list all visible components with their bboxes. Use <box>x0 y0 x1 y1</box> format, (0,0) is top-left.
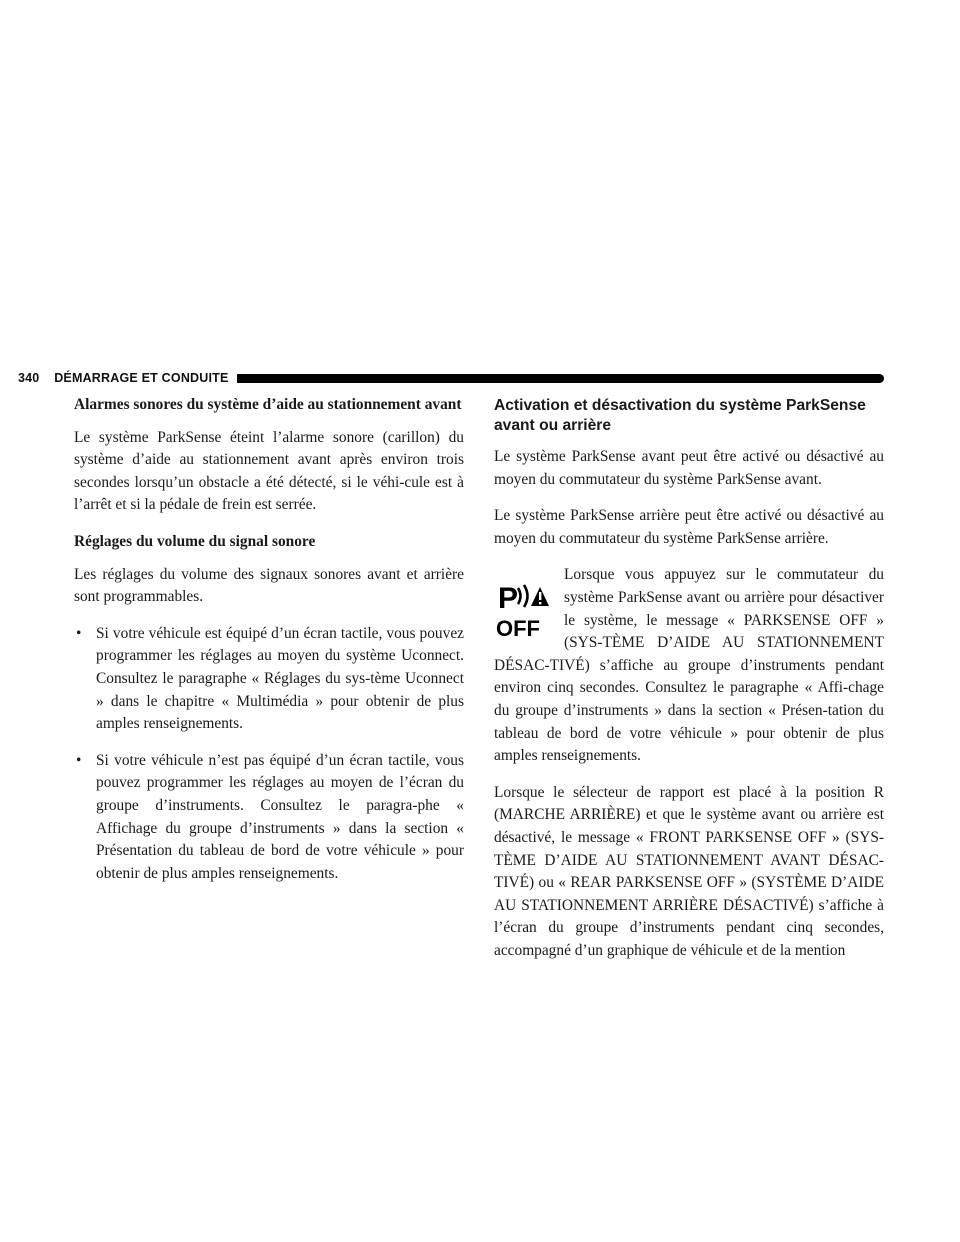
paragraph-switch-block <box>494 564 884 767</box>
heading-volume: Réglages du volume du signal sonore <box>74 532 316 550</box>
section-title: DÉMARRAGE ET CONDUITE <box>54 371 229 385</box>
list-item-text: Si votre véhicule n’est pas équipé d’un écran tactile, vous pouvez programmer les réglages au moyen de l’écran du groupe d’instruments. Consultez le paragra-phe « Affichage du groupe d’instruments » dans la section « Présentation du tableau de bord de votre véhicule » pour obtenir de plus amples renseignements. <box>96 751 464 882</box>
page-number: 340 <box>18 371 40 385</box>
parksense-off-icon-graphic <box>494 578 552 640</box>
heading-activation: Activation et désactivation du système ParkSense avant ou arrière <box>494 397 866 434</box>
header-rule <box>237 374 884 383</box>
paragraph-reverse: Lorsque le sélecteur de rapport est placé à la position R (MARCHE ARRIÈRE) et que le système avant ou arrière est désactivé, le message « FRONT PARKSENSE OFF » (SYS-TÈME D’AIDE AU STATIONNEMENT AVANT DÉSAC-TIVÉ) ou « REAR PARKSENSE OFF » (SYSTÈME D’AIDE AU STATIONNEMENT ARRIÈRE DÉSACTIVÉ) s’affiche à l’écran du groupe d’instruments pendant cinq secondes, accompagné d’un graphique de véhicule et de la mention <box>494 783 884 959</box>
paragraph-front: Le système ParkSense avant peut être activé ou désactivé au moyen du commutateur du système ParkSense avant. <box>494 448 884 488</box>
page-header <box>0 368 884 388</box>
list-item <box>74 623 464 736</box>
list-item <box>74 750 464 886</box>
parksense-off-icon <box>494 578 552 648</box>
list-item-text: Si votre véhicule est équipé d’un écran tactile, vous pouvez programmer les réglages au moyen du système Uconnect. Consultez le paragraphe « Réglages du sys-tème Uconnect » dans le chapitre « Multimédia » pour obtenir de plus amples renseignements. <box>96 624 464 733</box>
icon-off-label: OFF <box>496 616 540 641</box>
bullet-glyph: • <box>76 751 82 769</box>
right-column <box>494 394 884 976</box>
paragraph-volume: Les réglages du volume des signaux sonores avant et arrière sont programmables. <box>74 565 464 606</box>
paragraph-switch: Lorsque vous appuyez sur le commutateur du système ParkSense avant ou arrière pour désactiver le système, le message « PARKSENSE OFF » (SYS-TÈME D’AIDE AU STATIONNEMENT DÉSAC-TIVÉ) s’affiche au groupe d’instruments pendant environ cinq secondes. Consultez le paragraphe « Affi-chage du groupe d’instruments » dans la section « Présen-tation du tableau de bord de votre véhicule » pour obtenir de plus amples renseignements. <box>494 566 884 765</box>
heading-alarmes: Alarmes sonores du système d’aide au stationnement avant <box>74 396 462 413</box>
page-header-label <box>0 371 237 385</box>
paragraph-rear: Le système ParkSense arrière peut être activé ou désactivé au moyen du commutateur du système ParkSense arrière. <box>494 507 884 547</box>
bullet-glyph: • <box>76 624 82 642</box>
icon-letter: P <box>498 582 519 616</box>
paragraph-alarmes: Le système ParkSense éteint l’alarme sonore (carillon) du système d’aide au stationnement avant après environ trois secondes lorsqu’un obstacle a été détecté, si le véhi-cule est à l’arrêt et si la pédale de frein est serrée. <box>74 428 464 514</box>
bullet-list <box>74 623 464 886</box>
left-column <box>74 394 464 899</box>
